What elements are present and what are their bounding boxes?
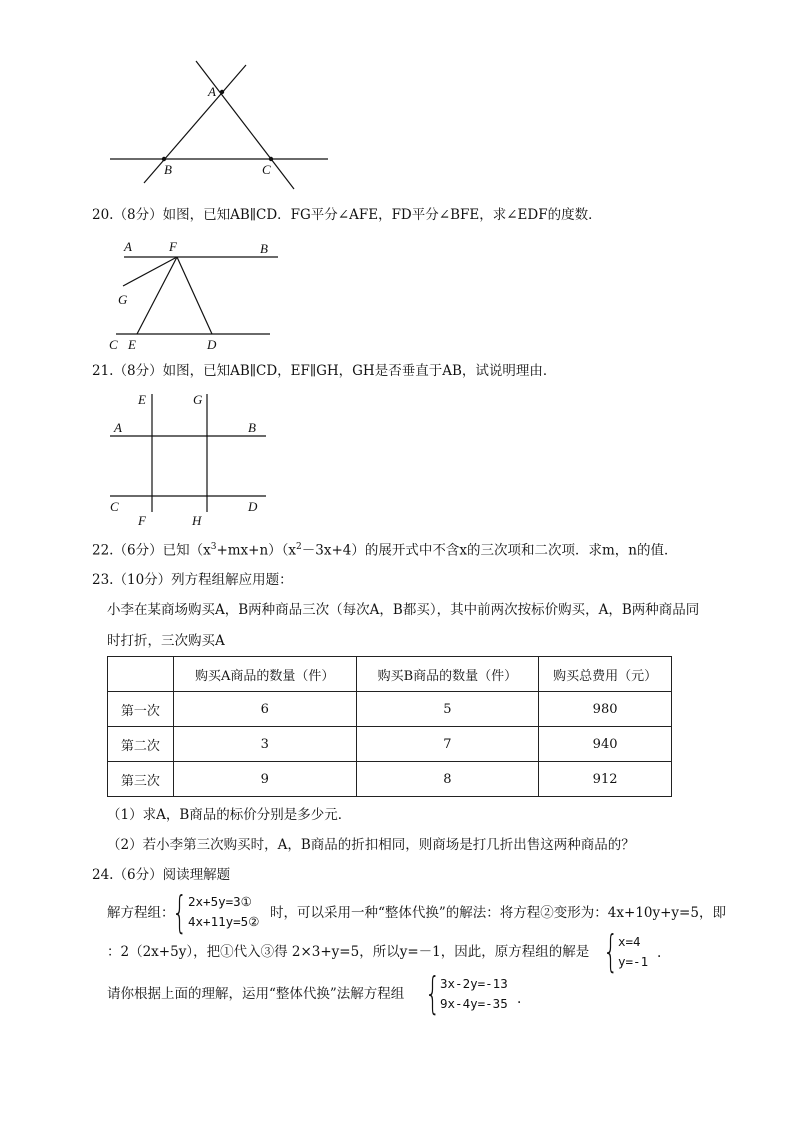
- solution-eq2: y=-1: [618, 954, 649, 969]
- system1-brace: {: [172, 887, 188, 938]
- q20-text: 如图，已知AB∥CD．FG平分∠AFE，FD平分∠BFE，求∠EDF的度数．: [162, 207, 602, 223]
- label-b: B: [164, 162, 172, 177]
- table-cell: 9: [173, 762, 356, 797]
- label-e: E: [138, 392, 146, 407]
- label-g: G: [193, 392, 203, 407]
- q22-sup2: 2: [296, 542, 302, 552]
- table-cell: 5: [356, 692, 539, 727]
- solution-brace: {: [603, 926, 619, 977]
- q23-intro-line1: 小李在某商场购买A，B两种商品三次（每次A，B都买），其中前两次按标价购买，A，B两种商品同: [107, 602, 700, 618]
- table-cell: 912: [539, 762, 672, 797]
- triangle-figure: [100, 55, 340, 195]
- q23-number: 23.: [92, 572, 114, 588]
- label-f: F: [169, 239, 177, 254]
- label-a: A: [124, 239, 132, 254]
- header-cell: 购买A商品的数量（件）: [173, 657, 356, 692]
- q24-line3: 请你根据上面的理解，运用“整体代换”法解方程组: [107, 986, 405, 1002]
- table-cell: 980: [539, 692, 672, 727]
- table-cell: 8: [356, 762, 539, 797]
- q22-text-mid: +mx+n）（x: [216, 542, 297, 559]
- line-ac: [196, 61, 294, 189]
- line-ab: [144, 65, 246, 183]
- point-c: [269, 157, 273, 161]
- table-cell: 第二次: [108, 727, 174, 762]
- q22-line: [92, 538, 678, 560]
- q23-line: [92, 571, 293, 589]
- table-row: [108, 692, 672, 727]
- label-c: C: [262, 162, 271, 177]
- label-d: D: [248, 499, 258, 514]
- q20-score: （8分）: [113, 207, 163, 223]
- system1-eq1: 2x+5y=3①: [188, 894, 252, 909]
- q22-sup1: 3: [210, 542, 217, 552]
- q21-score: （8分）: [113, 363, 163, 379]
- q23-score: （10分）: [113, 572, 172, 588]
- system2-eq2: 9x-4y=-35: [440, 996, 508, 1011]
- solution-period: .: [657, 945, 662, 961]
- label-c: C: [110, 499, 119, 514]
- q23-sub2: （2）若小李第三次购买时，A，B商品的折扣相同，则商场是打几折出售这两种商品的？: [107, 837, 635, 853]
- q23-title: 列方程组解应用题：: [171, 572, 293, 588]
- label-b: B: [248, 420, 256, 435]
- table-cell: 3: [173, 727, 356, 762]
- q21-figure: [100, 388, 270, 530]
- table-row: [108, 762, 672, 797]
- label-f: F: [138, 513, 146, 528]
- system1-eq2: 4x+11y=5②: [188, 914, 260, 929]
- system2-brace: {: [425, 968, 441, 1019]
- q24-line2: ：2（2x+5y），把①代入③得 2×3+y=5，所以y=－1，因此，原方程组的解是: [107, 944, 590, 960]
- q20-figure: [100, 236, 290, 354]
- q21-text: 如图，已知AB∥CD，EF∥GH，GH是否垂直于AB，试说明理由．: [162, 363, 557, 379]
- q20-line: [92, 206, 602, 224]
- q24-score: （6分）: [113, 867, 163, 883]
- q22-text-post: －3x+4）的展开式中不含x的三次项和二次项．求m，n的值．: [301, 542, 678, 559]
- label-c: C: [109, 337, 118, 352]
- header-cell: 购买总费用（元）: [539, 657, 672, 692]
- q22-number: 22.: [92, 542, 114, 559]
- table-cell: 6: [173, 692, 356, 727]
- label-a: A: [208, 84, 216, 99]
- system2-eq1: 3x-2y=-13: [440, 976, 508, 991]
- label-e: E: [128, 337, 136, 352]
- point-a: [220, 90, 224, 94]
- label-d: D: [207, 337, 217, 352]
- q24-line: [92, 866, 230, 884]
- q24-line1-rest: 时，可以采用一种“整体代换”的解法：将方程②变形为：4x+10y+y=5，即: [270, 905, 726, 921]
- label-b: B: [260, 241, 268, 256]
- table-row: [108, 727, 672, 762]
- q21-line: [92, 362, 556, 380]
- header-cell: [108, 657, 174, 692]
- table-cell: 7: [356, 727, 539, 762]
- system2-period: .: [517, 991, 522, 1007]
- q21-number: 21.: [92, 363, 114, 379]
- table-cell: 第三次: [108, 762, 174, 797]
- q24-solve-label: 解方程组：: [107, 905, 175, 921]
- q20-number: 20.: [92, 207, 114, 223]
- segment-fd: [177, 257, 212, 334]
- q23-sub1: （1）求A，B商品的标价分别是多少元．: [107, 807, 352, 823]
- q23-intro-line2: 时打折，三次购买A: [107, 633, 225, 649]
- label-g: G: [118, 292, 128, 307]
- label-h: H: [192, 513, 202, 528]
- table-cell: 第一次: [108, 692, 174, 727]
- q22-text-pre: 已知（x: [162, 542, 211, 559]
- table-cell: 940: [539, 727, 672, 762]
- q24-number: 24.: [92, 867, 114, 883]
- q22-score: （6分）: [113, 542, 163, 559]
- label-a: A: [114, 420, 122, 435]
- q23-table: [107, 656, 672, 797]
- q24-title: 阅读理解题: [162, 867, 231, 883]
- header-cell: 购买B商品的数量（件）: [356, 657, 539, 692]
- solution-eq1: x=4: [618, 934, 641, 949]
- segment-fe: [137, 257, 177, 334]
- point-b: [162, 157, 166, 161]
- table-header-row: [108, 657, 672, 692]
